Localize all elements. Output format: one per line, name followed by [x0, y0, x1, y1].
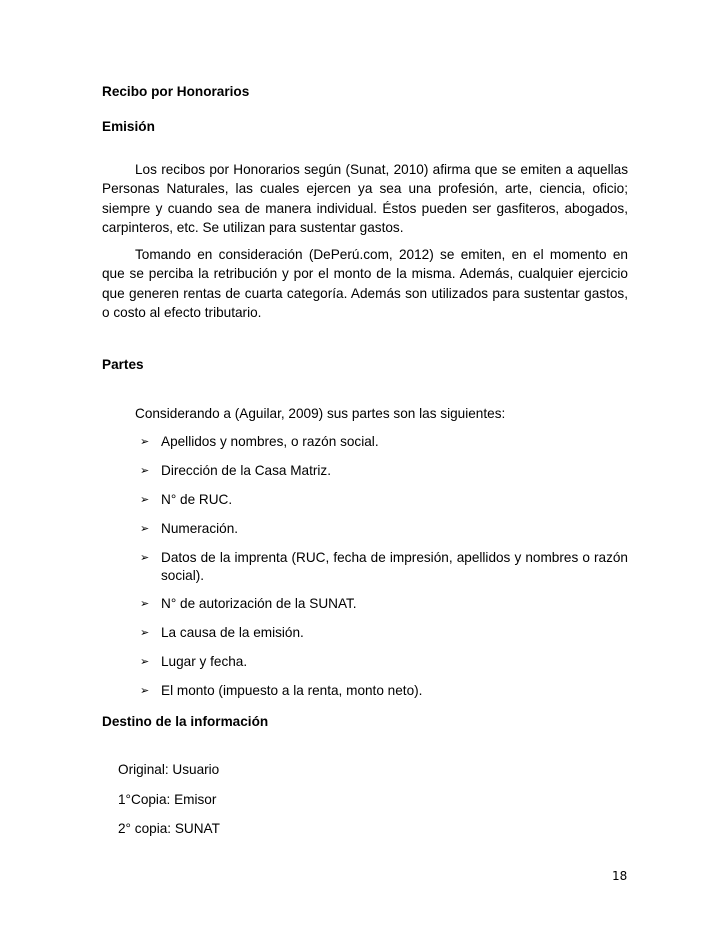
list-item-text: La causa de la emisión. [161, 625, 304, 640]
destino-item-copia-1: 1°Copia: Emisor [118, 792, 217, 807]
section-heading-destino: Destino de la información [102, 714, 269, 729]
list-item [140, 462, 628, 480]
arrow-bullet-icon: ➢ [140, 685, 150, 697]
list-item-text: Datos de la imprenta (RUC, fecha de impresión, apellidos y nombres o razón social). [161, 550, 628, 583]
list-item-text: N° de autorización de la SUNAT. [161, 596, 357, 611]
list-item-text: Dirección de la Casa Matriz. [161, 463, 331, 478]
section-heading-partes: Partes [102, 357, 144, 372]
list-item [140, 653, 628, 671]
arrow-bullet-icon: ➢ [140, 656, 150, 668]
list-item-text: El monto (impuesto a la renta, monto neto). [161, 683, 423, 698]
document-title: Recibo por Honorarios [102, 84, 250, 99]
arrow-bullet-icon: ➢ [140, 465, 150, 477]
list-item [140, 682, 628, 700]
partes-intro: Considerando a (Aguilar, 2009) sus partes son las siguientes: [135, 406, 506, 421]
section-heading-emision: Emisión [102, 119, 155, 134]
list-item [140, 520, 628, 538]
list-item-text: Numeración. [161, 521, 239, 536]
list-item [140, 595, 628, 613]
list-item [140, 624, 628, 642]
destino-item-original: Original: Usuario [118, 762, 220, 777]
list-item-text: N° de RUC. [161, 492, 233, 507]
arrow-bullet-icon: ➢ [140, 552, 150, 564]
arrow-bullet-icon: ➢ [140, 523, 150, 535]
arrow-bullet-icon: ➢ [140, 627, 150, 639]
arrow-bullet-icon: ➢ [140, 436, 150, 448]
list-item-text: Apellidos y nombres, o razón social. [161, 434, 379, 449]
paragraph-2: Tomando en consideración (DePerú.com, 2012) se emiten, en el momento en que se perciba la retribución y por el monto de la misma. Además, cualquier ejercicio que generen rentas de cuarta categoría. Además son utilizados para sustentar gastos, o costo al efecto tributario. [102, 247, 628, 320]
list-item [140, 491, 628, 509]
paragraph-1: Los recibos por Honorarios según (Sunat, 2010) afirma que se emiten a aquellas Personas Naturales, las cuales ejercen ya sea una profesión, arte, ciencia, oficio; siempre y cuando sea de manera individual. Éstos pueden ser gasfiteros, abogados, carpinteros, etc. Se utilizan para sustentar gastos. [102, 162, 628, 235]
list-item [140, 549, 628, 585]
list-item-text: Lugar y fecha. [161, 654, 248, 669]
arrow-bullet-icon: ➢ [140, 598, 150, 610]
destino-item-copia-2: 2° copia: SUNAT [118, 821, 220, 836]
page-number: 18 [612, 869, 628, 883]
list-item [140, 433, 628, 451]
arrow-bullet-icon: ➢ [140, 494, 150, 506]
